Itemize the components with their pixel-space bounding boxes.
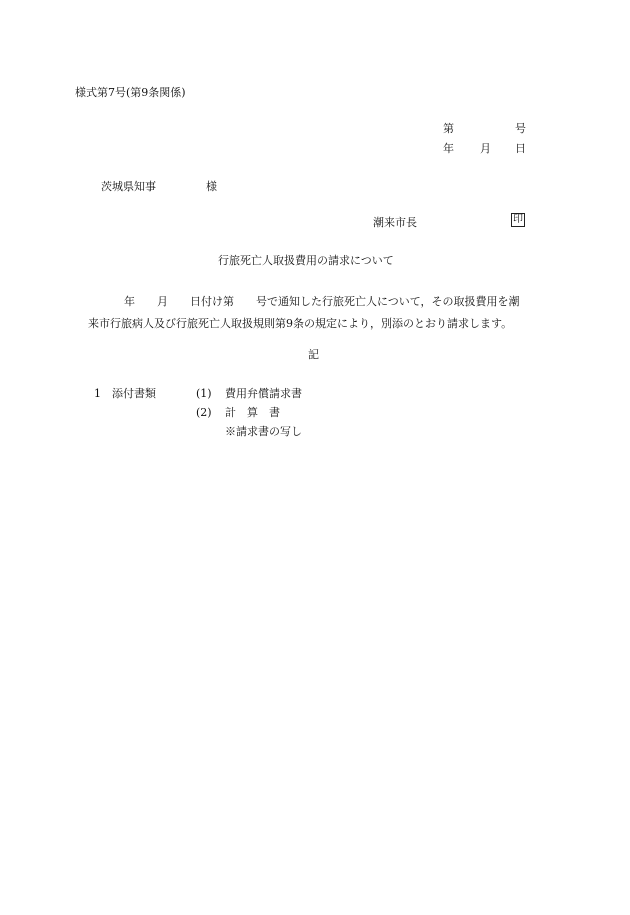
form-number: 様式第7号(第9条関係) xyxy=(75,86,186,99)
addressee: 茨城県知事 xyxy=(101,180,156,193)
body-line-1: 年 月 日付け第 号で通知した行旅死亡人について，その取扱費用を潮 xyxy=(124,295,520,308)
date-year: 年 xyxy=(443,142,454,155)
doc-number-suffix: 号 xyxy=(515,122,526,135)
attachment-item-1-text: 費用弁償請求書 xyxy=(225,387,302,400)
body-line-2: 来市行旅病人及び行旅死亡人取扱規則第9条の規定により，別添のとおり請求します。 xyxy=(88,317,513,330)
date-month: 月 xyxy=(480,142,491,155)
doc-number-prefix: 第 xyxy=(443,122,454,135)
addressee-honorific: 様 xyxy=(206,180,217,193)
body-paragraph xyxy=(88,291,548,335)
seal-stamp: 印 xyxy=(513,214,523,225)
attachment-item-1-number: (1) xyxy=(196,387,212,400)
document-title: 行旅死亡人取扱費用の請求について xyxy=(218,254,394,267)
ki-heading: 記 xyxy=(308,348,319,361)
attachment-item-2-text: 計 算 書 xyxy=(225,406,280,419)
attachment-item-2-number: (2) xyxy=(196,406,212,419)
sender: 潮来市長 xyxy=(373,216,417,229)
date-day: 日 xyxy=(515,142,526,155)
attachment-note: ※請求書の写し xyxy=(225,425,302,438)
attachments-number: 1 xyxy=(94,387,101,400)
attachments-label: 添付書類 xyxy=(112,387,156,400)
